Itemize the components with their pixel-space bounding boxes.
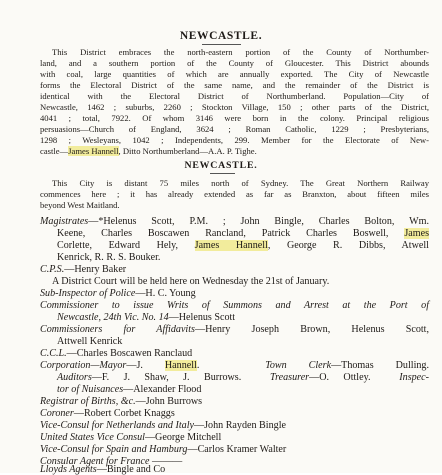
corporation-entry: Auditors—F. J. Shaw, J. Burrows. Treasurer—O. Ottley. Inspec- bbox=[57, 372, 430, 383]
city-line: beyond West Maitland. bbox=[40, 200, 120, 210]
consular-agent-france-entry: Consular Agent for France ——— bbox=[40, 456, 183, 467]
intro-line: 4041 ; total, 7922. Of whom 3146 were born in the colony. Principal religious bbox=[40, 113, 429, 123]
vice-consul-spain-entry: Vice-Consul for Spain and Hamburg—Carlos Kramer Walter bbox=[40, 444, 287, 455]
section-heading: NEWCASTLE. bbox=[179, 30, 263, 42]
district-court-note: A District Court will be held here on Wednesday the 21st of January. bbox=[52, 276, 330, 287]
intro-line: castle—James Hannell, Ditto Northumberland—A.A. P. Tighe. bbox=[40, 146, 257, 156]
sub-inspector-entry: Sub-Inspector of Police—H. C. Young bbox=[40, 288, 196, 299]
coroner-entry: Coroner—Robert Corbet Knaggs bbox=[40, 408, 175, 419]
highlighted-name: James bbox=[404, 228, 429, 239]
highlighted-name: James Hannell bbox=[68, 146, 119, 156]
intro-line: forms the Electoral District of the same name, and the remainder of the District is bbox=[40, 80, 429, 90]
commissioner-writs-entry: Newcastle, 24th Vic. No. 14—Helenus Scott bbox=[57, 312, 236, 323]
intro-line: Newcastle, 1462 ; suburbs, 2260 ; Stockton Village, 150 ; other parts of the District, bbox=[40, 102, 429, 112]
vice-consul-netherlands-entry: Vice-Consul for Netherlands and Italy—John Rayden Bingle bbox=[40, 420, 286, 431]
magistrates-entry: Kenrick, R. R. S. Bouker. bbox=[57, 252, 161, 263]
intro-line: This District embraces the north-eastern portion of the County of Northumber- bbox=[52, 47, 429, 57]
highlighted-name: Hannell bbox=[164, 360, 197, 371]
city-heading: NEWCASTLE. bbox=[184, 160, 258, 171]
commissioner-writs-entry: Commissioner to issue Writs of Summons and Arrest at the Port of bbox=[40, 300, 429, 311]
intro-line: with coal, large quantities of which are annually exported. The City of Newcastle bbox=[40, 69, 429, 79]
intro-line: identical with the Electoral District of Northumberland. Population—City of bbox=[40, 91, 429, 101]
affidavits-entry: Attwell Kenrick bbox=[57, 336, 123, 347]
intro-line: 1298 ; Wesleyans, 1042 ; Independents, 299. Member for the Electorate of New- bbox=[40, 135, 429, 145]
magistrates-entry: Keene, Charles Boscawen Rancland, Patrick Charles Boswell, James bbox=[57, 228, 429, 239]
intro-line: persuasions—Church of England, 3624 ; Roman Catholic, 1229 ; Presbyterians, bbox=[40, 124, 429, 134]
magistrates-entry: Magistrates—*Helenus Scott, P.M. ; John Bingle, Charles Bolton, Wm. bbox=[40, 216, 429, 227]
highlighted-name: James Hannell bbox=[194, 240, 268, 251]
lloyds-agents-entry: Lloyds Agents—Bingle and Co bbox=[40, 464, 166, 475]
heading-rule bbox=[210, 173, 235, 174]
affidavits-entry: Commissioners for Affidavits—Henry Joseph Brown, Helenus Scott, bbox=[40, 324, 429, 335]
us-vice-consul-entry: United States Vice Consul—George Mitchell bbox=[40, 432, 222, 443]
intro-line: land, and a southern portion of the County of Gloucester. This District abounds bbox=[40, 58, 429, 68]
corporation-entry: Corporation—Mayor—J. Hannell. Town Clerk—Thomas Dulling. bbox=[40, 360, 429, 371]
city-line: This City is distant 75 miles north of Sydney. The Great Northern Railway bbox=[52, 178, 429, 188]
magistrates-entry: Corlette, Edward Hely, James Hannell, George R. Dibbs, Atwell bbox=[57, 240, 429, 251]
ccl-entry: C.C.L.—Charles Boscawen Ranclaud bbox=[40, 348, 193, 359]
city-line: commences here ; it has already extended as far as Branxton, about fifteen miles bbox=[40, 189, 429, 199]
registrar-entry: Registrar of Births, &c.—John Burrows bbox=[40, 396, 203, 407]
corporation-entry: tor of Nuisances—Alexander Flood bbox=[57, 384, 202, 395]
cps-entry: C.P.S.—Henry Baker bbox=[40, 264, 127, 275]
heading-rule bbox=[202, 44, 241, 45]
